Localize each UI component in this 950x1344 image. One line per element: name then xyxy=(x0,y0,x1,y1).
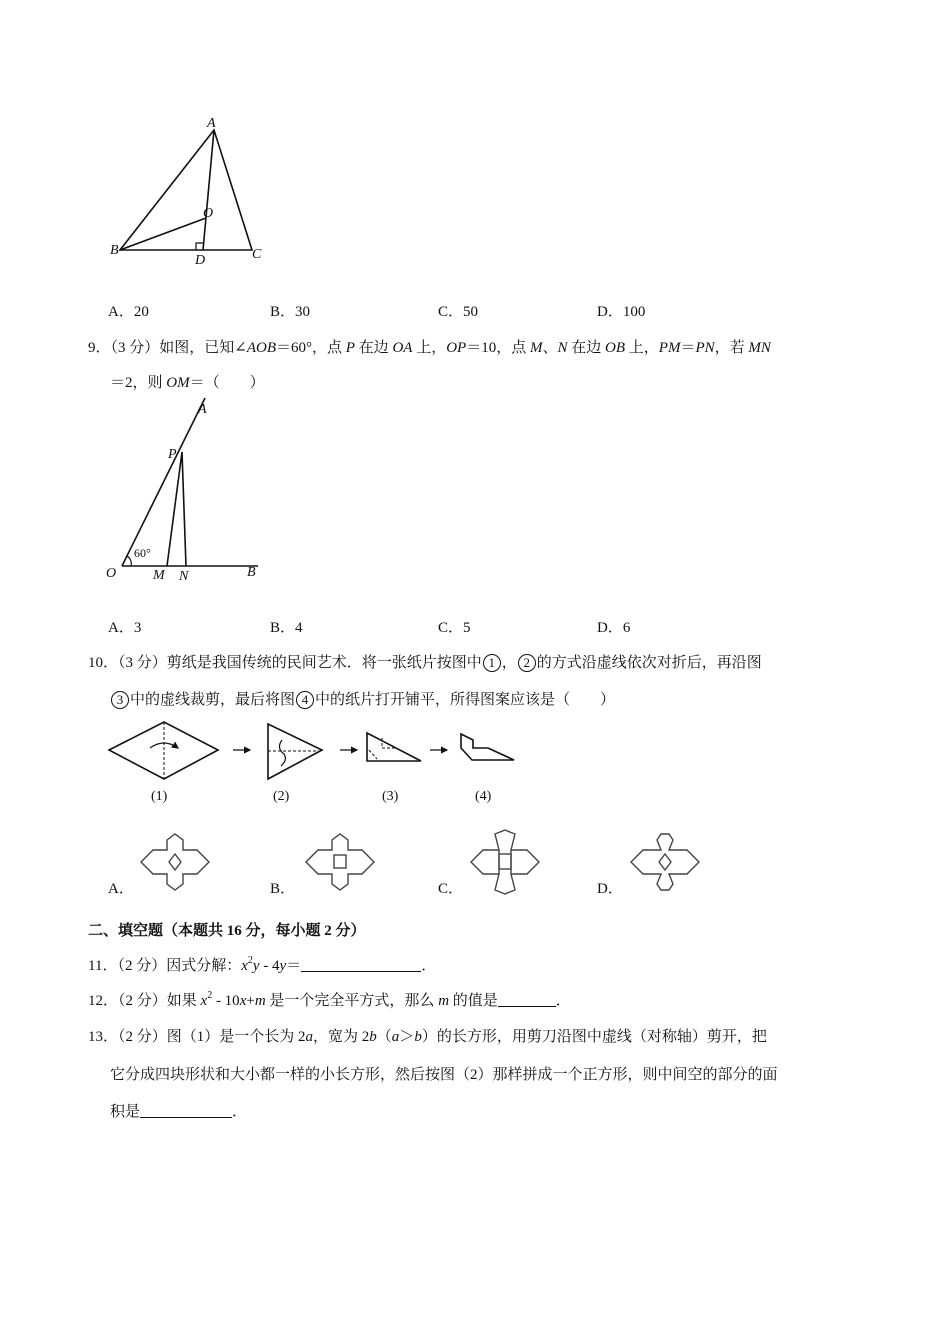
point-label-a: A xyxy=(207,116,216,131)
text-segment: 中的虚线裁剪，最后将图 xyxy=(130,692,296,708)
question-13-line-3 xyxy=(110,1102,247,1122)
circled-number: 1 xyxy=(483,654,501,672)
math-variable: PM xyxy=(658,340,681,356)
math-variable: y xyxy=(252,958,260,974)
point-label-m: M xyxy=(153,568,165,583)
answer-blank[interactable] xyxy=(498,992,556,1007)
text-segment: 13．（2 分）图（1）是一个长为 2 xyxy=(88,1029,306,1045)
math-variable: PN xyxy=(695,340,715,356)
math-variable: a xyxy=(391,1029,400,1045)
figure-caption-2: (2) xyxy=(273,789,290,804)
text-segment: ＝ xyxy=(286,958,302,974)
point-label-n: N xyxy=(179,569,189,584)
math-variable: x xyxy=(241,958,248,974)
text-segment: ＝10，点 xyxy=(466,340,530,356)
option-b[interactable]: B． xyxy=(270,881,296,897)
option-b[interactable]: B．30 xyxy=(270,304,311,320)
text-segment: ）的长方形，用剪刀沿图中虚线（对称轴）剪开，把 xyxy=(421,1029,767,1045)
text-segment: + xyxy=(246,993,255,1009)
question-13-line-1 xyxy=(88,1027,767,1047)
option-d[interactable]: D． xyxy=(597,881,623,897)
math-variable: m xyxy=(438,993,450,1009)
option-a[interactable]: A．3 xyxy=(108,620,142,636)
text-segment: 中的纸片打开铺平，所得图案应该是（ ） xyxy=(315,692,616,708)
math-variable: N xyxy=(557,340,568,356)
math-variable: OP xyxy=(446,340,467,356)
math-variable: OB xyxy=(605,340,626,356)
exponent: 2 xyxy=(247,955,253,966)
math-variable: OA xyxy=(392,340,413,356)
math-variable: a xyxy=(305,1029,314,1045)
text-segment: 、 xyxy=(542,340,558,356)
figure-caption-1: (1) xyxy=(151,789,168,804)
point-label-p: P xyxy=(168,447,177,462)
option-c[interactable]: C．50 xyxy=(438,304,479,320)
point-label-a: A xyxy=(198,402,207,417)
option-c[interactable]: C． xyxy=(438,881,464,897)
text-segment: 上， xyxy=(625,340,659,356)
math-variable: y xyxy=(279,958,287,974)
text-segment: - 4 xyxy=(259,958,280,974)
text-segment: ． xyxy=(555,993,571,1009)
point-label-o: O xyxy=(203,206,214,221)
text-segment: ． xyxy=(421,958,437,974)
text-segment: 是一个完全平方式，那么 xyxy=(265,993,439,1009)
text-segment: 10．（3 分）剪纸是我国传统的民间艺术．将一张纸片按图中 xyxy=(88,655,482,671)
text-segment: ＝ xyxy=(680,340,696,356)
text-segment: 11．（2 分）因式分解： xyxy=(88,958,242,974)
circled-number: 3 xyxy=(111,691,129,709)
text-segment: 的值是 xyxy=(449,993,498,1009)
text-segment: 在边 xyxy=(567,340,606,356)
option-c[interactable]: C．5 xyxy=(438,620,471,636)
math-variable: OM xyxy=(166,375,190,391)
answer-blank[interactable] xyxy=(140,1103,232,1118)
question-11 xyxy=(88,956,436,976)
text-segment: 的方式沿虚线依次对折后，再沿图 xyxy=(536,655,762,671)
text-segment: 12．（2 分）如果 xyxy=(88,993,201,1009)
answer-blank[interactable] xyxy=(301,957,421,972)
math-variable: x xyxy=(239,993,247,1009)
option-d[interactable]: D．100 xyxy=(597,304,646,320)
angle-label: 60° xyxy=(134,546,151,560)
text-segment: ，若 xyxy=(714,340,749,356)
text-segment: （ xyxy=(376,1029,392,1045)
math-variable: P xyxy=(345,340,355,356)
text-segment: 在边 xyxy=(354,340,393,356)
text-segment: ， xyxy=(501,655,517,671)
option-d[interactable]: D．6 xyxy=(597,620,631,636)
math-variable: b xyxy=(369,1029,377,1045)
point-label-c: C xyxy=(252,247,262,262)
option-a[interactable]: A． xyxy=(108,881,134,897)
text-segment: ＝（ ） xyxy=(189,375,265,391)
option-b[interactable]: B．4 xyxy=(270,620,303,636)
text-segment: ＞ xyxy=(399,1029,415,1045)
text-segment: 积是 xyxy=(110,1104,141,1120)
text-segment: ＝2，则 xyxy=(110,375,167,391)
circled-number: 4 xyxy=(296,691,314,709)
question-12 xyxy=(88,991,571,1011)
text-segment: 它分成四块形状和大小都一样的小长方形，然后按图（2）那样拼成一个正方形，则中间空的部分的面 xyxy=(110,1067,778,1083)
math-variable: MN xyxy=(748,340,771,356)
text-segment: 上， xyxy=(412,340,447,356)
point-label-o: O xyxy=(106,566,117,581)
text-segment: ＝60°，点 xyxy=(276,340,346,356)
option-a[interactable]: A．20 xyxy=(108,304,149,320)
text-segment: ，宽为 2 xyxy=(313,1029,370,1045)
math-variable: b xyxy=(414,1029,422,1045)
math-variable: AOB xyxy=(246,340,276,356)
exponent: 2 xyxy=(207,990,213,1001)
section-heading: 二、填空题（本题共 16 分，每小题 2 分） xyxy=(88,923,366,939)
point-label-b: B xyxy=(110,243,119,258)
figure-caption-3: (3) xyxy=(382,789,399,804)
point-label-d: D xyxy=(195,253,206,268)
text-segment: 9．（3 分）如图，已知∠ xyxy=(88,340,247,356)
figure-caption-4: (4) xyxy=(475,789,492,804)
point-label-b: B xyxy=(247,565,256,580)
math-variable: m xyxy=(254,993,266,1009)
math-variable: M xyxy=(529,340,543,356)
math-variable: x xyxy=(200,993,208,1009)
question-13-line-2 xyxy=(110,1065,778,1085)
text-segment: ． xyxy=(232,1104,248,1120)
circled-number: 2 xyxy=(518,654,536,672)
text-segment: - 10 xyxy=(212,993,240,1009)
